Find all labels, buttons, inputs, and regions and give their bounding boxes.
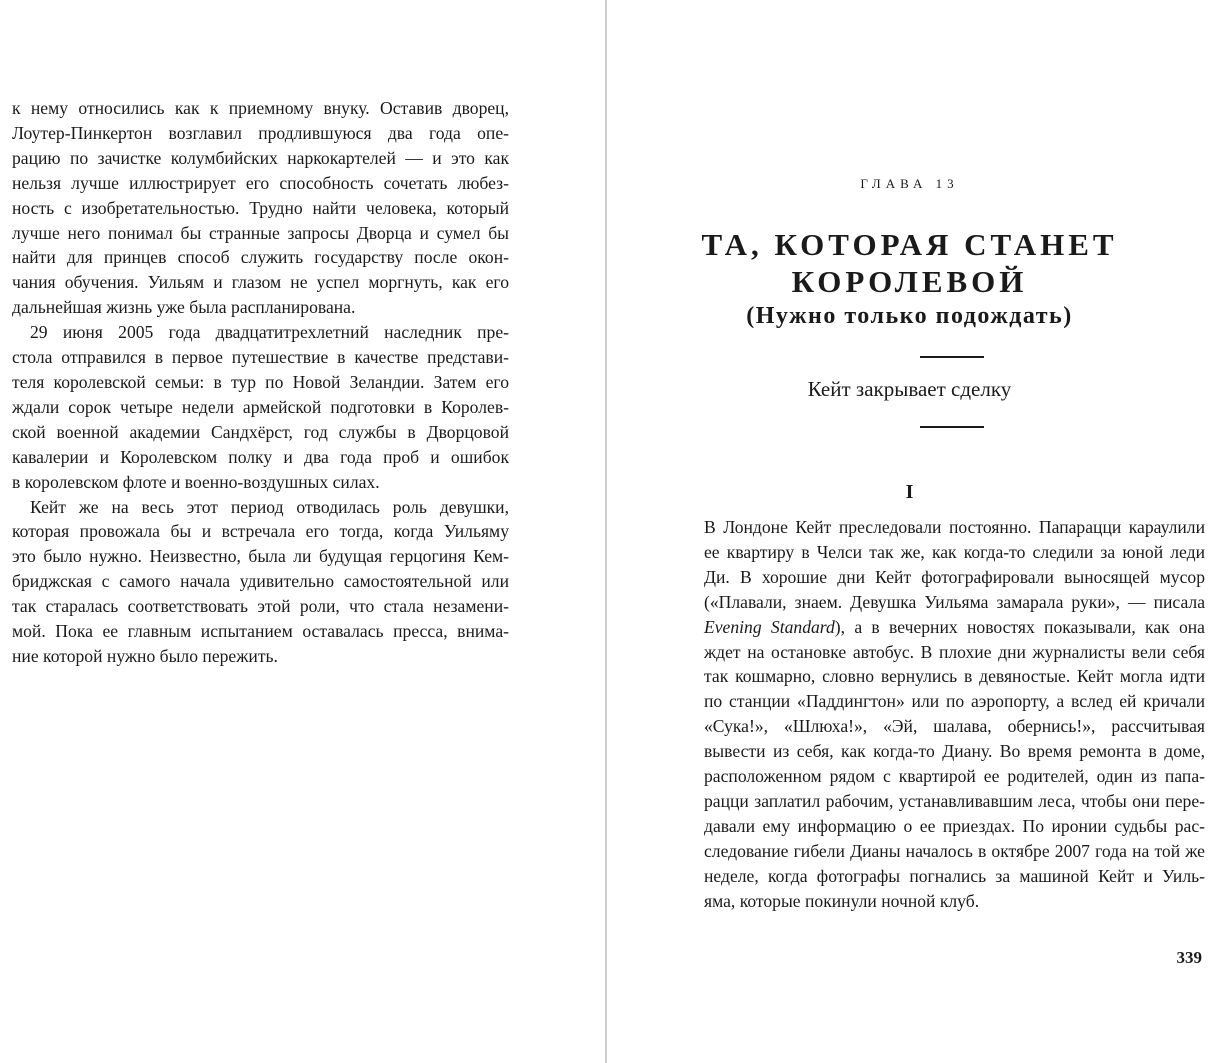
chapter-title: [607, 226, 1212, 300]
left-line-5: ность с изобретательностью. Трудно найти человека, который: [12, 197, 509, 218]
right-line-6: ждет на остановке автобус. В плохие дни журналисты вели себя: [704, 641, 1205, 662]
left-line-4: нельзя лучше иллюстрирует его способность сочетать любез-: [12, 172, 509, 193]
left-line-23: ние которой нужно было пережить.: [12, 645, 278, 666]
left-line-20: бриджская с самого начала удивительно самостоятельной или: [12, 571, 509, 592]
right-line-2: ее квартиру в Челси так же, как когда-то следили за юной леди: [704, 541, 1205, 562]
right-line-1: В Лондоне Кейт преследовали постоянно. Папарацци караулили: [704, 517, 1205, 537]
left-line-22: мой. Пока ее главным испытанием оставалась пресса, внима-: [12, 621, 509, 642]
right-line-3: Ди. В хорошие дни Кейт фотографировали выносящей мусор: [704, 566, 1205, 587]
right-page: [607, 0, 1212, 1063]
divider-rule-top: [920, 356, 984, 358]
left-line-3: рацию по зачистке колумбийских наркокартелей — и это как: [12, 147, 509, 168]
right-line-10: вывести из себя, как когда-то Диану. Во время ремонта в доме,: [704, 741, 1205, 762]
left-line-2: Лоутер-Пинкертон возглавил продлившуюся два года опе-: [12, 122, 509, 143]
left-line-11: стола отправился в первое путешествие в качестве представи-: [12, 347, 509, 368]
right-line-5: [704, 615, 1205, 640]
right-line-11: расположенном рядом с квартирой ее родителей, один из папа-: [704, 766, 1205, 787]
section-number: I: [905, 481, 914, 503]
chapter-title-line-1: ТА, КОТОРАЯ СТАНЕТ: [701, 227, 1118, 262]
chapter-label: ГЛАВА 13: [860, 176, 959, 191]
right-line-9: «Сука!», «Шлюха!», «Эй, шалава, обернись!», рассчитывая: [704, 716, 1205, 737]
left-line-14: ской военной академии Сандхёрст, год службы в Дворцовой: [12, 421, 509, 442]
right-line-12: рацци заплатил рабочим, устанавливавшим леса, чтобы они пере-: [704, 790, 1205, 811]
chapter-subtitle: (Нужно только подождать): [746, 303, 1073, 329]
left-line-8: чания обучения. Уильям и глазом не успел моргнуть, как его: [12, 272, 509, 293]
left-line-12: теля королевской семьи: в тур по Новой Зеландии. Затем его: [12, 371, 509, 392]
left-line-7: найти для принцев способ служить государству после окон-: [12, 247, 509, 268]
left-page-body: [12, 96, 509, 669]
left-line-10: 29 июня 2005 года двадцатитрехлетний наследник пре-: [30, 322, 509, 343]
left-line-19: это было нужно. Неизвестно, была ли будущая герцогиня Кем-: [12, 546, 509, 567]
page-number: 339: [1176, 948, 1202, 967]
left-line-17: Кейт же на весь этот период отводилась роль девушки,: [30, 496, 509, 517]
left-line-1: к нему относились как к приемному внуку. Оставив дворец,: [12, 98, 509, 118]
chapter-title-line-2: КОРОЛЕВОЙ: [791, 264, 1028, 299]
right-line-7: так кошмарно, словно вернулись в девяностые. Кейт могла идти: [704, 666, 1205, 687]
right-page-body: [704, 515, 1205, 914]
right-line-15: неделе, когда фотографы погнались за машиной Кейт и Уиль-: [704, 865, 1205, 886]
left-line-21: так старалась соответствовать этой роли, что стала незамени-: [12, 596, 509, 617]
section-heading: Кейт закрывает сделку: [807, 377, 1012, 401]
left-line-6: лучше него понимал бы странные запросы Дворца и сумел бы: [12, 222, 509, 243]
right-line-16: яма, которые покинули ночной клуб.: [704, 890, 980, 911]
right-line-13: давали ему информацию о ее приездах. По иронии судьбы рас-: [704, 815, 1205, 836]
left-line-13: ждали сорок четыре недели армейской подготовки в Королев-: [12, 396, 509, 417]
left-line-16: в королевском флоте и военно-воздушных силах.: [12, 471, 380, 492]
right-line-5-rest: ), а в вечерних новостях показывали, как она: [834, 616, 1205, 637]
newspaper-name: Evening Standard: [704, 616, 835, 637]
divider-rule-bottom: [920, 426, 984, 428]
right-line-14: следование гибели Дианы началось в октябре 2007 года на той же: [704, 840, 1205, 861]
left-line-18: которая провожала бы и встречала его тогда, когда Уильяму: [12, 521, 509, 542]
left-line-9: дальнейшая жизнь уже была распланирована.: [12, 297, 356, 318]
right-line-4: («Плавали, знаем. Девушка Уильяма замарала руки», — писала: [704, 591, 1205, 612]
left-line-15: кавалерии и Королевском полку и два года проб и ошибок: [12, 446, 509, 467]
right-line-8: по станции «Паддингтон» или по аэропорту, а вслед ей кричали: [704, 691, 1205, 712]
